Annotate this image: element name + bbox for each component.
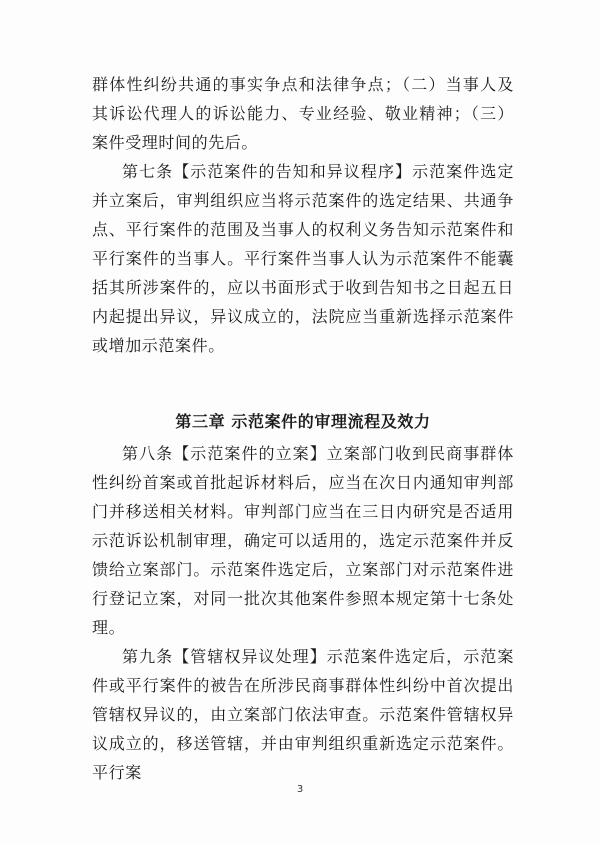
paragraph-article-9: 第九条【管辖权异议处理】示范案件选定后，示范案件或平行案件的被告在所涉民商事群体性纠纷中首次提出管辖权异议的，由立案部门依法审查。示范案件管辖权异议成立的，移送管辖，并由审判组织重新选定示范案件。平行案 [92, 647, 514, 782]
paragraph-article-8: 第八条【示范案件的立案】立案部门收到民商事群体性纠纷首案或首批起诉材料后，应当在次日内通知审判部门并移送相关材料。审判部门应当在三日内研究是否适用示范诉讼机制审理，确定可以适用的，选定示范案件并反馈给立案部门。示范案件选定后，立案部门对示范案件进行登记立案，对同一批次其他案件参照本规定第十七条处理。 [92, 444, 514, 637]
page-number: 3 [296, 784, 304, 795]
paragraph-article-7: 第七条【示范案件的告知和异议程序】示范案件选定并立案后，审判组织应当将示范案件的选定结果、共通争点、平行案件的范围及当事人的权利义务告知示范案件和平行案件的当事人。平行案件当事人认为示范案件不能囊括其所涉案件的，应以书面形式于收到告知书之日起五日内起提出异议，异议成立的，法院应当重新选择示范案件或增加示范案件。 [92, 162, 514, 355]
document-body [92, 70, 514, 787]
paragraph-continued: 群体性纠纷共通的事实争点和法律争点；（二）当事人及其诉讼代理人的诉讼能力、专业经验、敬业精神；（三）案件受理时间的先后。 [92, 75, 514, 152]
chapter-heading: 第三章 示范案件的审理流程及效力 [175, 412, 431, 431]
